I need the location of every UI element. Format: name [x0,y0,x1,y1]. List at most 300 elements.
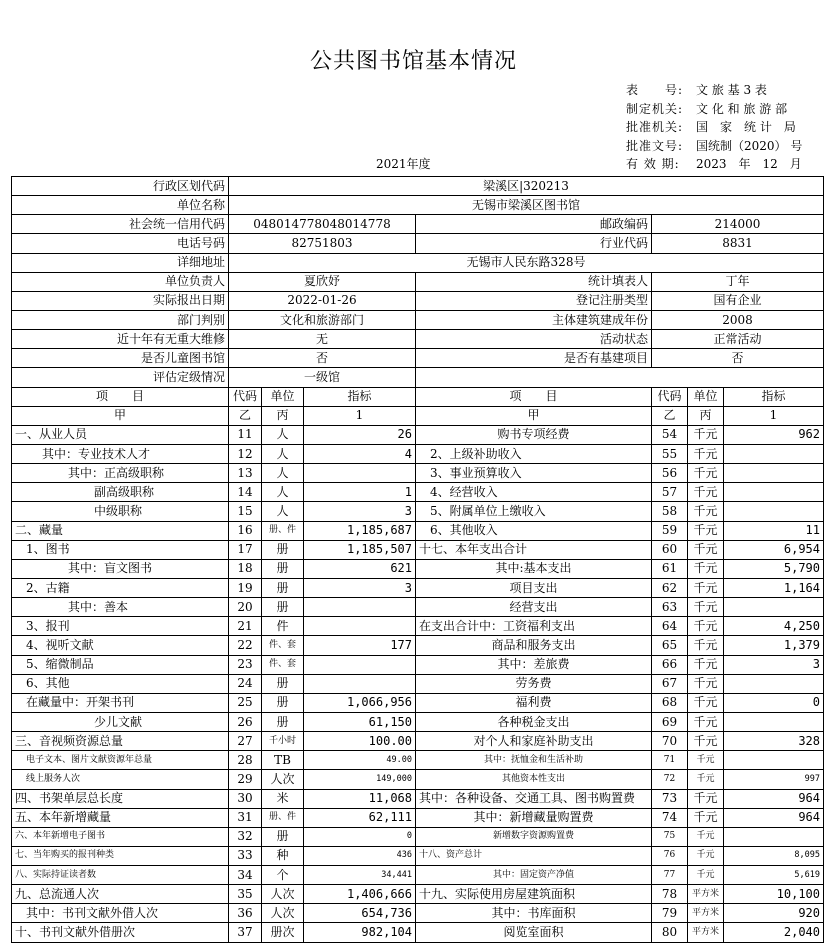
row-left-code: 16 [229,521,262,540]
info-row [12,330,824,349]
table-row [12,502,824,521]
row-left-value: 49.00 [304,751,416,770]
row-left-value: 3 [304,502,416,521]
row-left-item: 十、书刊文献外借册次 [12,923,229,942]
info-label: 是否儿童图书馆 [12,349,229,368]
row-right-unit: 千元 [688,636,724,655]
row-right-code: 66 [652,655,688,674]
row-left-item: 其中：书刊文献外借人次 [12,904,229,923]
key-bing: 丙 [262,406,304,425]
row-right-code: 76 [652,846,688,865]
row-right-item: 十七、本年支出合计 [416,540,652,559]
row-right-unit: 千元 [688,751,724,770]
info-label: 是否有基建项目 [416,349,652,368]
row-left-code: 17 [229,540,262,559]
row-right-item: 其中：新增藏量购置费 [416,808,652,827]
row-right-item: 2、上级补助收入 [416,444,652,463]
row-right-unit: 平方米 [688,885,724,904]
row-left-item: 九、总流通人次 [12,885,229,904]
info-row [12,196,824,215]
info-value: 国有企业 [652,291,824,310]
row-right-item: 其中：各种设备、交通工具、图书购置费 [416,789,652,808]
row-right-item: 新增数字资源购置费 [416,827,652,846]
meta-row-approver [626,118,822,137]
meta-row-validity [626,155,822,174]
meta-row-issuer [626,100,822,119]
row-right-code: 72 [652,770,688,789]
row-right-unit: 千元 [688,770,724,789]
key-bing: 丙 [688,406,724,425]
info-row [12,272,824,291]
row-left-value [304,655,416,674]
row-right-value: 2,040 [724,923,824,942]
table-row [12,770,824,789]
row-right-unit: 千元 [688,578,724,597]
row-left-code: 25 [229,693,262,712]
row-right-value: 328 [724,732,824,751]
header-indicator: 指标 [304,387,416,406]
info-value: 夏欣妤 [229,272,416,291]
row-right-item: 对个人和家庭补助支出 [416,732,652,751]
row-right-unit: 平方米 [688,923,724,942]
row-left-unit: 册 [262,674,304,693]
row-right-item: 十九、实际使用房屋建筑面积 [416,885,652,904]
row-left-unit: 册次 [262,923,304,942]
row-right-item: 阅览室面积 [416,923,652,942]
row-right-code: 75 [652,827,688,846]
info-value: 否 [652,349,824,368]
row-right-unit: 千元 [688,846,724,865]
row-right-code: 80 [652,923,688,942]
row-right-unit: 千元 [688,617,724,636]
row-right-code: 63 [652,598,688,617]
row-right-code: 54 [652,425,688,444]
header-item: 项 目 [12,387,229,406]
row-right-value: 3 [724,655,824,674]
row-right-unit: 千元 [688,444,724,463]
info-value: 214000 [652,215,824,234]
row-left-unit: 人 [262,425,304,444]
info-row [12,310,824,329]
row-right-unit: 千元 [688,521,724,540]
row-left-value: 621 [304,559,416,578]
table-row [12,540,824,559]
row-left-code: 29 [229,770,262,789]
meta-value: 2023 年 12 月 [696,157,802,171]
info-label: 单位负责人 [12,272,229,291]
row-right-value: 1,379 [724,636,824,655]
row-right-unit: 千元 [688,674,724,693]
meta-row-approval-no [626,137,822,156]
row-right-value [724,674,824,693]
row-left-code: 24 [229,674,262,693]
meta-label: 制定机关: [626,101,684,116]
key-one: 1 [304,406,416,425]
row-right-code: 62 [652,578,688,597]
info-label: 部门判别 [12,310,229,329]
info-value: 梁溪区|320213 [229,177,824,196]
row-left-value: 4 [304,444,416,463]
row-right-code: 65 [652,636,688,655]
row-right-unit: 千元 [688,808,724,827]
row-left-value: 34,441 [304,866,416,885]
row-right-unit: 千元 [688,559,724,578]
row-left-unit: 人次 [262,770,304,789]
info-label: 单位名称 [12,196,229,215]
row-left-item: 一、从业人员 [12,425,229,444]
row-right-code: 71 [652,751,688,770]
info-value: 否 [229,349,416,368]
info-value: 8831 [652,234,824,253]
info-row [12,291,824,310]
info-label: 详细地址 [12,253,229,272]
row-right-unit: 千元 [688,502,724,521]
table-row [12,483,824,502]
row-left-value [304,598,416,617]
row-left-unit: 册、件 [262,521,304,540]
row-left-code: 35 [229,885,262,904]
info-row [12,368,824,387]
row-left-value: 0 [304,827,416,846]
header-indicator: 指标 [724,387,824,406]
stats-table [11,176,824,943]
row-right-unit: 千元 [688,732,724,751]
row-right-unit: 千元 [688,655,724,674]
row-left-unit: 千小时 [262,732,304,751]
key-yi: 乙 [229,406,262,425]
row-right-code: 67 [652,674,688,693]
info-value: 无 [229,330,416,349]
row-right-item: 其中：书库面积 [416,904,652,923]
row-left-code: 20 [229,598,262,617]
row-right-code: 60 [652,540,688,559]
row-right-unit: 千元 [688,483,724,502]
row-left-unit: 人 [262,502,304,521]
table-row [12,617,824,636]
row-left-unit: 册 [262,693,304,712]
table-row [12,846,824,865]
row-left-value: 61,150 [304,712,416,731]
table-row [12,751,824,770]
info-label: 统计填表人 [416,272,652,291]
row-right-value [724,598,824,617]
row-right-code: 74 [652,808,688,827]
row-right-value: 964 [724,789,824,808]
row-right-value [724,464,824,483]
row-left-item: 六、本年新增电子图书 [12,827,229,846]
row-right-item: 其中：固定资产净值 [416,866,652,885]
row-right-value: 1,164 [724,578,824,597]
info-value: 048014778048014778 [229,215,416,234]
row-left-code: 11 [229,425,262,444]
row-right-item: 项目支出 [416,578,652,597]
row-left-item: 三、音视频资源总量 [12,732,229,751]
meta-label: 表 号: [626,83,684,97]
header-unit: 单位 [262,387,304,406]
row-right-value: 10,100 [724,885,824,904]
row-right-code: 61 [652,559,688,578]
table-row [12,444,824,463]
meta-label: 批准机关: [626,120,684,134]
row-left-value: 177 [304,636,416,655]
row-right-code: 58 [652,502,688,521]
row-left-item: 1、图书 [12,540,229,559]
row-left-value: 62,111 [304,808,416,827]
row-right-value [724,751,824,770]
key-jia: 甲 [12,406,229,425]
header-unit: 单位 [688,387,724,406]
info-row [12,177,824,196]
row-left-code: 28 [229,751,262,770]
row-left-code: 12 [229,444,262,463]
row-right-value [724,483,824,502]
row-left-code: 31 [229,808,262,827]
row-left-unit: 人次 [262,885,304,904]
row-left-value: 26 [304,425,416,444]
table-row [12,464,824,483]
row-left-unit: 册 [262,827,304,846]
row-right-item: 4、经营收入 [416,483,652,502]
row-right-item: 其中:基本支出 [416,559,652,578]
row-right-unit: 千元 [688,789,724,808]
table-row [12,578,824,597]
table-row [12,827,824,846]
info-label: 主体建筑建成年份 [416,310,652,329]
meta-label: 批准文号: [626,138,684,153]
info-label: 行业代码 [416,234,652,253]
table-row [12,559,824,578]
row-right-item: 商品和服务支出 [416,636,652,655]
row-left-value: 100.00 [304,732,416,751]
row-right-code: 57 [652,483,688,502]
info-row [12,215,824,234]
row-left-value: 1,406,666 [304,885,416,904]
row-right-item: 经营支出 [416,598,652,617]
header-code: 代码 [229,387,262,406]
row-left-code: 30 [229,789,262,808]
table-row [12,904,824,923]
row-left-code: 37 [229,923,262,942]
row-left-value: 1,185,507 [304,540,416,559]
info-value: 2022-01-26 [229,291,416,310]
table-row [12,598,824,617]
row-right-item: 5、附属单位上缴收入 [416,502,652,521]
row-left-item: 5、缩微制品 [12,655,229,674]
row-right-item: 其中：抚恤金和生活补助 [416,751,652,770]
row-left-code: 21 [229,617,262,636]
row-right-code: 59 [652,521,688,540]
row-left-item: 6、其他 [12,674,229,693]
info-label: 登记注册类型 [416,291,652,310]
row-right-unit: 千元 [688,866,724,885]
table-row [12,655,824,674]
info-value: 文化和旅游部门 [229,310,416,329]
row-left-item: 其中：正高级职称 [12,464,229,483]
info-row [12,253,824,272]
row-left-code: 23 [229,655,262,674]
row-right-value [724,444,824,463]
meta-value: 国 家 统 计 局 [696,120,796,134]
table-row [12,712,824,731]
row-left-value [304,617,416,636]
row-left-unit: TB [262,751,304,770]
info-value: 82751803 [229,234,416,253]
row-left-value [304,464,416,483]
row-left-unit: 米 [262,789,304,808]
row-right-code: 68 [652,693,688,712]
info-value: 一级馆 [229,368,416,387]
row-left-unit: 册、件 [262,808,304,827]
row-right-value: 5,790 [724,559,824,578]
row-right-unit: 千元 [688,425,724,444]
row-right-value: 4,250 [724,617,824,636]
table-row [12,923,824,942]
row-left-code: 32 [229,827,262,846]
row-right-value: 8,095 [724,846,824,865]
row-left-value: 1 [304,483,416,502]
info-label: 行政区划代码 [12,177,229,196]
info-value: 丁年 [652,272,824,291]
row-left-value: 11,068 [304,789,416,808]
info-value: 无锡市梁溪区图书馆 [229,196,824,215]
row-right-code: 77 [652,866,688,885]
key-yi: 乙 [652,406,688,425]
row-left-item: 电子文本、图片文献资源年总量 [12,751,229,770]
row-left-unit: 册 [262,578,304,597]
row-right-item: 劳务费 [416,674,652,693]
row-right-unit: 千元 [688,827,724,846]
table-row [12,425,824,444]
row-left-value: 436 [304,846,416,865]
info-value: 正常活动 [652,330,824,349]
row-left-code: 15 [229,502,262,521]
row-left-item: 线上服务人次 [12,770,229,789]
row-left-unit: 人次 [262,904,304,923]
row-right-value: 997 [724,770,824,789]
row-left-unit: 册 [262,559,304,578]
row-right-value [724,502,824,521]
row-left-value: 654,736 [304,904,416,923]
row-right-item: 十八、资产总计 [416,846,652,865]
row-left-unit: 人 [262,483,304,502]
row-left-item: 少儿文献 [12,712,229,731]
row-right-value: 962 [724,425,824,444]
row-left-item: 其中：善本 [12,598,229,617]
row-left-unit: 件 [262,617,304,636]
row-right-code: 70 [652,732,688,751]
row-right-unit: 千元 [688,598,724,617]
row-right-item: 购书专项经费 [416,425,652,444]
row-right-code: 64 [652,617,688,636]
row-right-item: 3、事业预算收入 [416,464,652,483]
row-right-item: 6、其他收入 [416,521,652,540]
form-meta [626,81,822,174]
row-left-unit: 个 [262,866,304,885]
table-row [12,521,824,540]
info-label: 评估定级情况 [12,368,229,387]
row-left-unit: 册 [262,712,304,731]
row-right-item: 福利费 [416,693,652,712]
report-year: 2021年度 [376,157,431,171]
row-left-item: 四、书架单层总长度 [12,789,229,808]
header-code: 代码 [652,387,688,406]
row-right-value: 11 [724,521,824,540]
table-row [12,732,824,751]
row-left-unit: 册 [262,540,304,559]
row-left-code: 18 [229,559,262,578]
table-row [12,636,824,655]
row-right-code: 69 [652,712,688,731]
row-right-code: 56 [652,464,688,483]
meta-value: 文 旅 基 3 表 [696,83,767,97]
table-row [12,789,824,808]
row-left-code: 36 [229,904,262,923]
info-label: 近十年有无重大维修 [12,330,229,349]
row-right-value: 920 [724,904,824,923]
row-left-value: 1,066,956 [304,693,416,712]
row-left-item: 二、藏量 [12,521,229,540]
row-right-value [724,827,824,846]
row-left-code: 33 [229,846,262,865]
row-right-code: 78 [652,885,688,904]
row-left-item: 七、当年购买的报刊种类 [12,846,229,865]
meta-row-form-number [626,81,822,100]
row-left-unit: 件、套 [262,655,304,674]
key-one: 1 [724,406,824,425]
row-left-value: 3 [304,578,416,597]
table-row [12,866,824,885]
row-right-item: 其中：差旅费 [416,655,652,674]
row-right-unit: 千元 [688,464,724,483]
row-right-value [724,712,824,731]
column-key-row [12,406,824,425]
row-left-unit: 种 [262,846,304,865]
table-row [12,808,824,827]
info-row [12,349,824,368]
info-label: 邮政编码 [416,215,652,234]
info-label: 电话号码 [12,234,229,253]
info-label: 实际报出日期 [12,291,229,310]
info-value: 无锡市人民东路328号 [229,253,824,272]
row-left-item: 4、视听文献 [12,636,229,655]
row-left-code: 14 [229,483,262,502]
table-row [12,674,824,693]
column-header-row [12,387,824,406]
row-left-item: 在藏量中：开架书刊 [12,693,229,712]
header-item: 项 目 [416,387,652,406]
page-title: 公共图书馆基本情况 [309,49,517,74]
meta-value: 国统制（2020） 号 [696,138,803,153]
table-row [12,693,824,712]
table-row [12,885,824,904]
row-left-unit: 人 [262,444,304,463]
row-left-item: 八、实际持证读者数 [12,866,229,885]
row-left-item: 副高级职称 [12,483,229,502]
row-left-value: 149,000 [304,770,416,789]
row-left-item: 2、古籍 [12,578,229,597]
row-left-value: 1,185,687 [304,521,416,540]
row-right-unit: 千元 [688,540,724,559]
row-right-value: 6,954 [724,540,824,559]
meta-label: 有 效 期: [626,157,680,171]
row-left-item: 3、报刊 [12,617,229,636]
row-right-code: 73 [652,789,688,808]
row-right-unit: 千元 [688,693,724,712]
row-right-item: 在支出合计中：工资福利支出 [416,617,652,636]
row-left-code: 34 [229,866,262,885]
row-left-item: 五、本年新增藏量 [12,808,229,827]
row-right-value: 964 [724,808,824,827]
